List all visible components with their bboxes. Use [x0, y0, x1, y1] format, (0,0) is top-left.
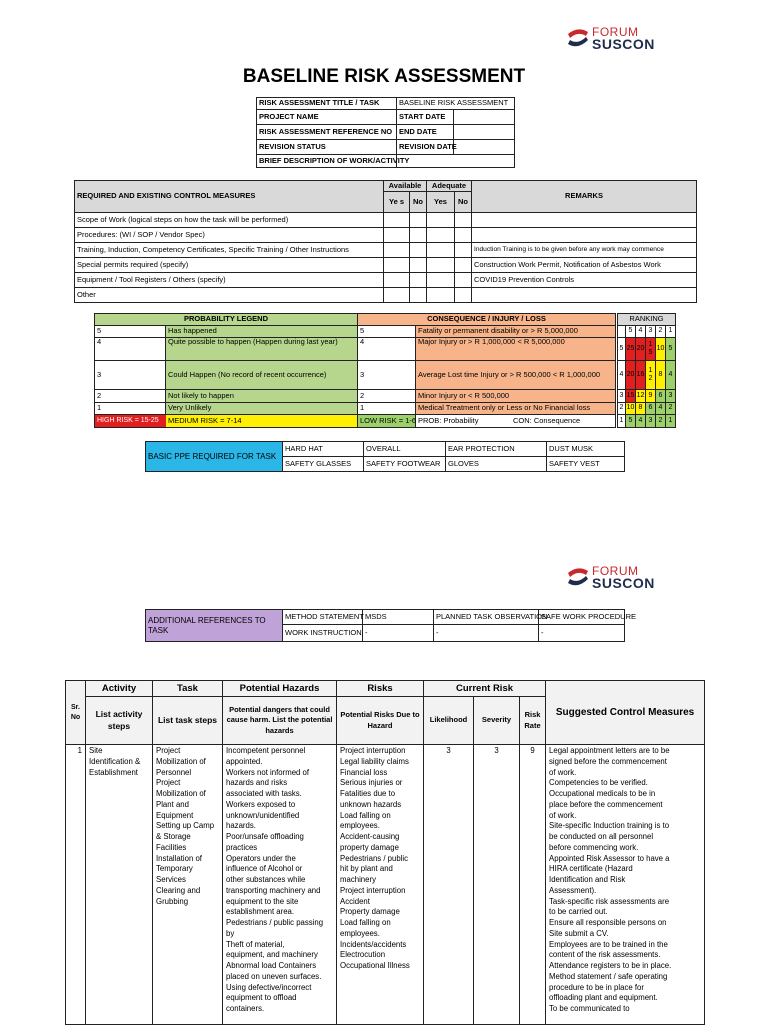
table-row [95, 326, 616, 338]
reference-item: WORK INSTRUCTION [283, 625, 363, 642]
check-cell[interactable] [384, 243, 410, 258]
col-activity-sub: List activity steps [86, 697, 153, 745]
reference-item: SAFE WORK PROCEDURE [539, 610, 625, 625]
row-number: 1 [66, 745, 86, 1025]
ranking-cell: 4 [636, 415, 646, 428]
check-cell[interactable] [455, 258, 472, 273]
prob-value: 1 [95, 403, 166, 415]
ranking-cell: 10 [656, 338, 666, 361]
yes-header: Ye s [384, 192, 410, 213]
check-cell[interactable] [455, 288, 472, 303]
check-cell[interactable] [410, 228, 427, 243]
prob-desc: Could Happen (No record of recent occurrence) [166, 361, 358, 390]
ranking-matrix [617, 313, 676, 338]
page-title: BASELINE RISK ASSESSMENT [242, 66, 526, 87]
table-row [95, 403, 616, 415]
ranking-row-head: 2 [618, 403, 626, 415]
info-label: START DATE [397, 110, 454, 125]
info-label: BRIEF DESCRIPTION OF WORK/ACTIVITY [257, 155, 397, 168]
logo-text-suscon: SUSCON [592, 575, 655, 591]
adequate-header: Adequate [427, 181, 472, 192]
con-value: 2 [358, 390, 416, 403]
ranking-row-head: 4 [618, 361, 626, 390]
remarks-header: REMARKS [472, 181, 697, 213]
control-remark: COVID19 Prevention Controls [472, 273, 697, 288]
high-risk-label: HIGH RISK = 15-25 [95, 415, 166, 427]
ranking-matrix-body [617, 337, 675, 428]
table-row [75, 228, 697, 243]
likelihood-value: 3 [424, 745, 474, 1025]
ranking-cell: 12 [636, 390, 646, 403]
ranking-corner [618, 326, 626, 338]
ranking-cell: 16 [636, 361, 646, 390]
ppe-item: GLOVES [446, 457, 547, 472]
prob-desc: Very Unlikely [166, 403, 358, 415]
check-cell[interactable] [427, 288, 455, 303]
table-row [95, 338, 616, 361]
info-label: REVISION STATUS [257, 140, 397, 155]
task-cell: Project Mobilization of Personnel Project Mobilization of Plant and Equipment Setting up Camp & Storage Facilities Installation of Temporary Services Clearing and Grubbing [153, 745, 223, 1025]
col-srno: Sr. No [66, 681, 86, 745]
check-cell[interactable] [410, 243, 427, 258]
check-cell[interactable] [455, 213, 472, 228]
ppe-item: SAFETY VEST [547, 457, 625, 472]
table-row [75, 258, 697, 273]
ranking-cell: 20 [636, 338, 646, 361]
con-desc: Minor Injury or < R 500,000 [416, 390, 616, 403]
risk-assessment-table [65, 680, 705, 1025]
control-label: Special permits required (specify) [75, 258, 384, 273]
ranking-cell: 6 [646, 403, 656, 415]
check-cell[interactable] [384, 228, 410, 243]
risks-cell: Project interruption Legal liability claims Financial loss Serious injuries or Fatalities due to unknown hazards Load falling on employees. Accident-causing property damage Pedestrians / public hit by plant and machinery Project interruption Accident Property damage Load falling on employees. Incidents/accidents Electrocution Occupational Illness [337, 745, 424, 1025]
ranking-cell: 4 [666, 361, 676, 390]
ranking-col-head: 4 [636, 326, 646, 338]
info-label: RISK ASSESSMENT REFERENCE NO [257, 125, 397, 140]
prob-desc: Quite possible to happen (Happen during last year) [166, 338, 358, 361]
company-logo [566, 563, 656, 591]
ranking-col-head: 1 [666, 326, 676, 338]
reference-item: METHOD STATEMENT [283, 610, 363, 625]
ranking-row [618, 338, 676, 361]
control-label: Equipment / Tool Registers / Others (specify) [75, 273, 384, 288]
ranking-col-head: 2 [656, 326, 666, 338]
info-label: END DATE [397, 125, 454, 140]
ranking-cell: 10 [626, 403, 636, 415]
ppe-item: OVERALL [364, 442, 446, 457]
col-risks: Risks [337, 681, 424, 697]
controls-cell: Legal appointment letters are to be signed before the commencement of work. Competencies to be verified. Occupational medicals to be in place before the commencement of work. Site-specific Induction training is to be conducted on all personnel before commencing work. Appointed Risk Assessor to have a HIRA certificate (Hazard Identification and Risk Assessment). Task-specific risk assessments are to be carried out. Ensure all responsible persons on Site submit a CV. Employees are to be trained in the content of the risk assessments. Attendance registers to be in place. Method statement / safe operating procedure to be in place for offloading plant and equipment. To be communicated to [546, 745, 705, 1025]
table-row [95, 390, 616, 403]
ranking-row [618, 361, 676, 390]
medium-risk-label: MEDIUM RISK = 7-14 [166, 415, 357, 427]
check-cell[interactable] [427, 273, 455, 288]
ranking-row-head: 3 [618, 390, 626, 403]
con-abbrev: CON: Consequence [513, 416, 581, 425]
prob-desc: Has happened [166, 326, 358, 338]
con-value: 5 [358, 326, 416, 338]
info-value[interactable] [397, 155, 515, 168]
control-label: Scope of Work (logical steps on how the task will be performed) [75, 213, 384, 228]
ppe-label: BASIC PPE REQUIRED FOR TASK [146, 442, 283, 472]
ranking-cell: 9 [646, 390, 656, 403]
table-row [75, 213, 697, 228]
check-cell[interactable] [455, 228, 472, 243]
control-measures-table [74, 180, 697, 303]
col-activity: Activity [86, 681, 153, 697]
info-label: REVISION DATE [397, 140, 454, 155]
col-controls: Suggested Control Measures [546, 681, 705, 745]
control-remark: Construction Work Permit, Notification of Asbestos Work [472, 258, 697, 273]
ranking-col-head: 5 [626, 326, 636, 338]
ranking-row [618, 390, 676, 403]
check-cell[interactable] [410, 258, 427, 273]
consequence-header: CONSEQUENCE / INJURY / LOSS [358, 314, 616, 326]
check-cell[interactable] [384, 213, 410, 228]
additional-references-table [145, 609, 637, 642]
prob-desc: Not likely to happen [166, 390, 358, 403]
ranking-header: RANKING [618, 314, 676, 326]
prob-value: 3 [95, 361, 166, 390]
check-cell[interactable] [455, 273, 472, 288]
ranking-row [618, 415, 676, 428]
yes-header: Yes [427, 192, 455, 213]
control-remark [472, 228, 697, 243]
logo-text-forum: FORUM [592, 564, 639, 578]
table-row [95, 361, 616, 390]
ranking-cell: 3 [646, 415, 656, 428]
low-risk-label: LOW RISK = 1-6 [358, 415, 416, 428]
logo-text-suscon: SUSCON [592, 36, 655, 52]
references-label: ADDITIONAL REFERENCES TO TASK [146, 610, 283, 642]
prob-abbrev: PROB: Probability [418, 416, 479, 425]
table-row [75, 273, 697, 288]
info-value[interactable] [454, 110, 515, 125]
check-cell[interactable] [427, 228, 455, 243]
col-likelihood: Likelihood [424, 697, 474, 745]
con-value: 3 [358, 361, 416, 390]
con-desc: Major Injury or > R 1,000,000 < R 5,000,000 [416, 338, 616, 361]
col-hazards: Potential Hazards [223, 681, 337, 697]
con-value: 1 [358, 403, 416, 415]
assessment-info-table [256, 97, 515, 168]
info-value: BASELINE RISK ASSESSMENT [397, 98, 515, 110]
no-header: No [410, 192, 427, 213]
reference-value: - [363, 625, 434, 642]
prob-value: 4 [95, 338, 166, 361]
activity-cell: Site Identification & Establishment [86, 745, 153, 1025]
risk-legend-table [94, 313, 616, 428]
check-cell[interactable] [455, 243, 472, 258]
ranking-cell: 1 2 [646, 361, 656, 390]
reference-value: - [539, 625, 625, 642]
ranking-cell: 15 [626, 390, 636, 403]
ranking-cell: 5 [626, 415, 636, 428]
hazards-cell: Incompetent personnel appointed. Workers not informed of hazards and risks associated with tasks. Workers exposed to unknown/unidentified hazards. Poor/unsafe offloading practices Operators under the influence of Alcohol or other substances while transporting machinery and equipment to the site establishment area. Pedestrians / public passing by Theft of material, equipment, and machinery Abnormal load Containers placed on uneven surfaces. Using defective/incorrect equipment to offload containers. [223, 745, 337, 1025]
reference-item: MSDS [363, 610, 434, 625]
check-cell[interactable] [410, 288, 427, 303]
ranking-cell: 2 [666, 403, 676, 415]
table-row [75, 243, 697, 258]
check-cell[interactable] [384, 258, 410, 273]
ppe-item: SAFETY FOOTWEAR [364, 457, 446, 472]
ppe-table [145, 441, 625, 472]
table-row [66, 745, 705, 1025]
ranking-cell: 4 [656, 403, 666, 415]
reference-item: PLANNED TASK OBSERVATION [434, 610, 539, 625]
available-header: Available [384, 181, 427, 192]
check-cell[interactable] [427, 243, 455, 258]
company-logo [566, 24, 656, 52]
ranking-col-head: 3 [646, 326, 656, 338]
severity-value: 3 [474, 745, 520, 1025]
ranking-cell: 8 [656, 361, 666, 390]
check-cell[interactable] [410, 273, 427, 288]
ranking-cell: 25 [626, 338, 636, 361]
ranking-cell: 20 [626, 361, 636, 390]
con-desc: Average Lost time Injury or > R 500,000 < R 1,000,000 [416, 361, 616, 390]
control-label: Procedures: (WI / SOP / Vendor Spec) [75, 228, 384, 243]
ranking-cell: 3 [666, 390, 676, 403]
logo-mark-icon [566, 26, 590, 50]
ranking-cell: 1 5 [646, 338, 656, 361]
prob-value: 5 [95, 326, 166, 338]
risk-rate-value: 9 [520, 745, 546, 1025]
info-value[interactable] [454, 140, 515, 155]
col-severity: Severity [474, 697, 520, 745]
col-task-sub: List task steps [153, 697, 223, 745]
ranking-cell: 8 [636, 403, 646, 415]
ranking-cell: 2 [656, 415, 666, 428]
ppe-item: DUST MUSK [547, 442, 625, 457]
info-value[interactable] [454, 125, 515, 140]
table-row [75, 288, 697, 303]
check-cell[interactable] [384, 288, 410, 303]
ppe-item: SAFETY GLASSES [283, 457, 364, 472]
probability-legend-header: PROBABILITY LEGEND [95, 314, 358, 326]
ppe-item: HARD HAT [283, 442, 364, 457]
check-cell[interactable] [427, 258, 455, 273]
info-label: PROJECT NAME [257, 110, 397, 125]
info-label: RISK ASSESSMENT TITLE / TASK [257, 98, 397, 110]
ranking-row-head: 1 [618, 415, 626, 428]
logo-text-forum: FORUM [592, 25, 639, 39]
check-cell[interactable] [427, 213, 455, 228]
ranking-row-head: 5 [618, 338, 626, 361]
con-desc: Medical Treatment only or Less or No Financial loss [416, 403, 616, 415]
control-remark [472, 213, 697, 228]
col-risks-sub: Potential Risks Due to Hazard [337, 697, 424, 745]
prob-value: 2 [95, 390, 166, 403]
check-cell[interactable] [410, 213, 427, 228]
con-desc: Fatality or permanent disability or > R 5,000,000 [416, 326, 616, 338]
col-current-risk: Current Risk [424, 681, 546, 697]
ranking-cell: 1 [666, 415, 676, 428]
ranking-cell: 6 [656, 390, 666, 403]
ranking-row [618, 403, 676, 415]
ppe-item: EAR PROTECTION [446, 442, 547, 457]
control-label: Training, Induction, Competency Certificates, Specific Training / Other Instructions [75, 243, 384, 258]
con-value: 4 [358, 338, 416, 361]
col-risk-rate: Risk Rate [520, 697, 546, 745]
control-remark: Induction Training is to be given before any work may commence [472, 243, 697, 258]
col-hazards-sub: Potential dangers that could cause harm. List the potential hazards [223, 697, 337, 745]
reference-value: - [434, 625, 539, 642]
no-header: No [455, 192, 472, 213]
control-label: Other [75, 288, 384, 303]
control-remark [472, 288, 697, 303]
check-cell[interactable] [384, 273, 410, 288]
ranking-cell: 5 [666, 338, 676, 361]
logo-mark-icon [566, 565, 590, 589]
controls-header: REQUIRED AND EXISTING CONTROL MEASURES [75, 181, 384, 213]
col-task: Task [153, 681, 223, 697]
